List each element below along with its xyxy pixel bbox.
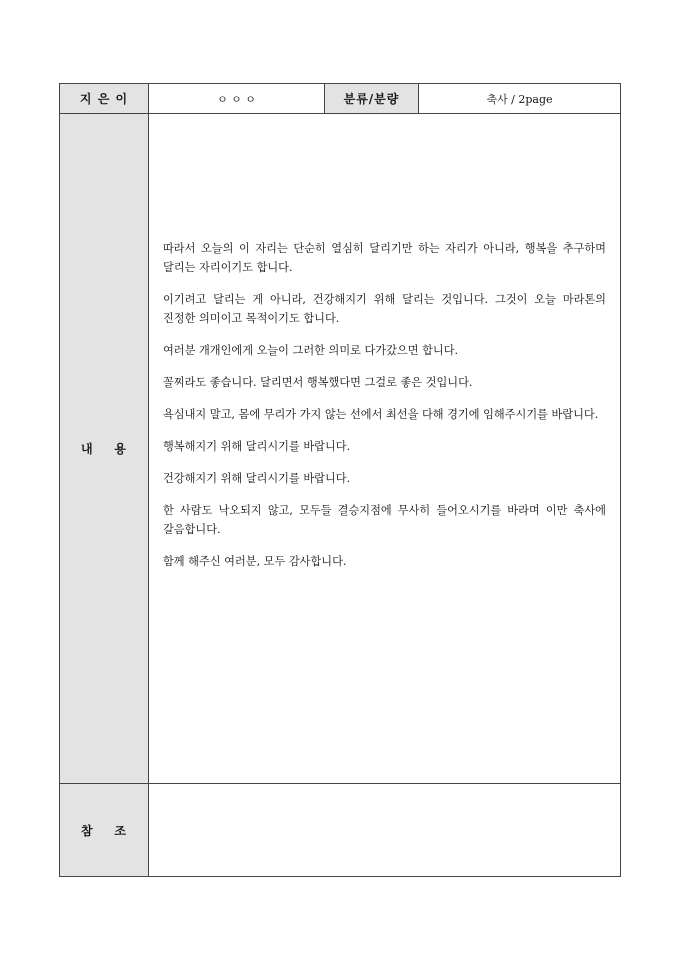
content-cell [149, 114, 621, 784]
content-paragraph: 함께 해주신 여러분, 모두 감사합니다. [163, 555, 347, 568]
reference-value [149, 784, 621, 877]
content-paragraph: 욕심내지 말고, 몸에 무리가 가지 않는 선에서 최선을 다해 경기에 임해주시기를 바랍니다. [163, 408, 599, 421]
reference-row [60, 784, 621, 877]
content-paragraph: 건강해지기 위해 달리시기를 바랍니다. [163, 472, 351, 485]
category-label: 분류/분량 [325, 84, 419, 114]
content-paragraph: 행복해지기 위해 달리시기를 바랍니다. [163, 440, 351, 453]
document-form-table [59, 83, 621, 877]
content-body [149, 114, 620, 571]
content-paragraph: 한 사람도 낙오되지 않고, 모두들 결승지점에 무사히 들어오시기를 바라며 이만 축사에 갈음합니다. [163, 504, 606, 536]
reference-label: 참 조 [60, 784, 149, 877]
category-value: 축사 / 2page [419, 84, 621, 114]
content-paragraph: 이기려고 달리는 게 아니라, 건강해지기 위해 달리는 것입니다. 그것이 오늘 마라톤의 진정한 의미이고 목적이기도 합니다. [163, 293, 606, 325]
content-paragraph: 꼴찌라도 좋습니다. 달리면서 행복했다면 그걸로 좋은 것입니다. [163, 376, 473, 389]
content-paragraph: 여러분 개개인에게 오늘이 그러한 의미로 다가갔으면 합니다. [163, 344, 459, 357]
header-row [60, 84, 621, 114]
content-row [60, 114, 621, 784]
content-paragraph: 따라서 오늘의 이 자리는 단순히 열심히 달리기만 하는 자리가 아니라, 행복을 추구하며 달리는 자리이기도 합니다. [163, 242, 606, 274]
author-value: ㅇ ㅇ ㅇ [149, 84, 325, 114]
author-label: 지 은 이 [60, 84, 149, 114]
content-label: 내 용 [60, 114, 149, 784]
